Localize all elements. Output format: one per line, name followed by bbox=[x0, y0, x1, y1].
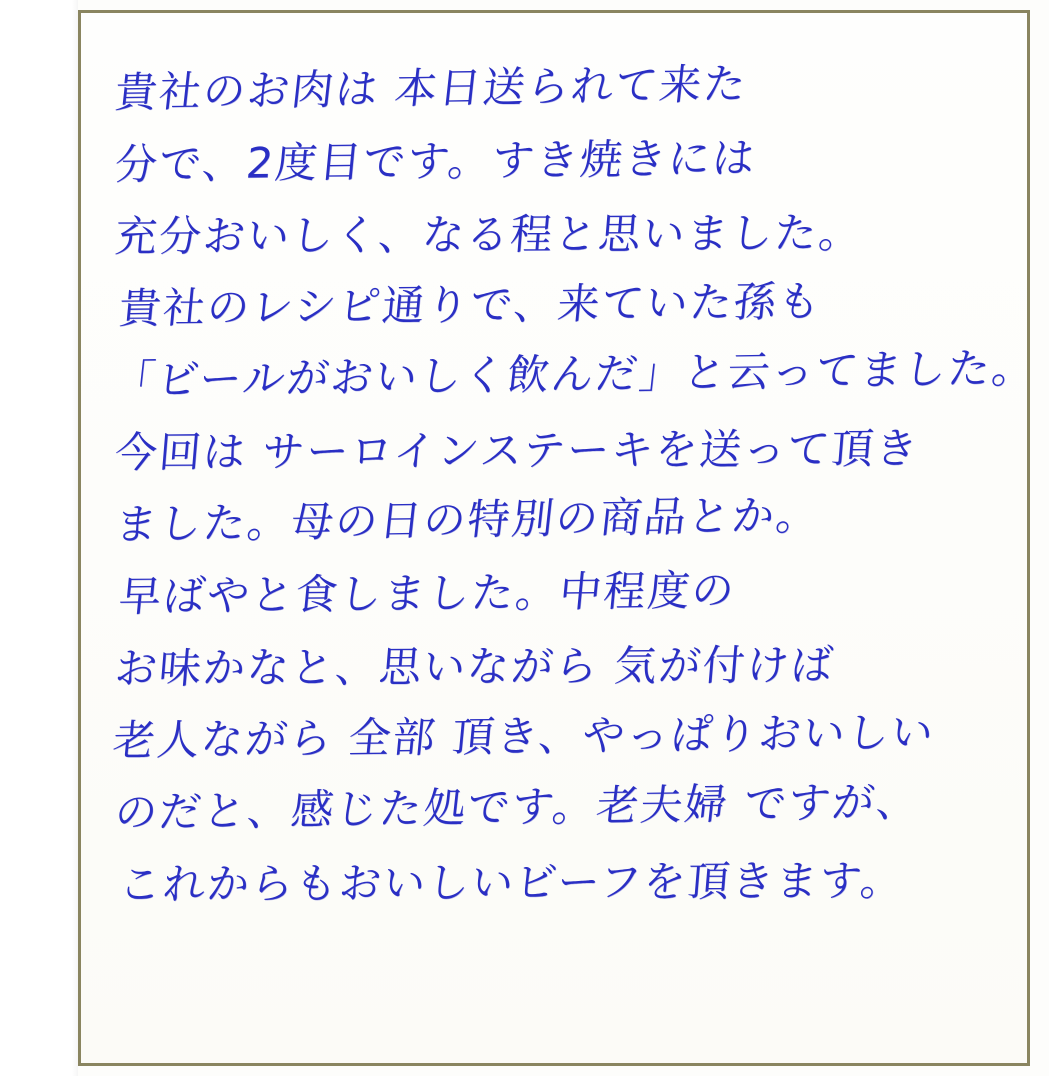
handwritten-line: 早ばやと食しました。中程度の bbox=[116, 565, 739, 621]
handwritten-line: 充分おいしく、なる程と思いました。 bbox=[113, 208, 865, 261]
handwritten-line: 老人ながら 全部 頂き、やっぱりおいしい bbox=[110, 707, 938, 765]
handwritten-text-block bbox=[110, 57, 1039, 1039]
scan-left-margin bbox=[0, 0, 78, 1076]
handwritten-line: これからもおいしいビーフを頂きます。 bbox=[117, 855, 907, 909]
handwritten-line: 貴社のレシピ通りで、来ていた孫も bbox=[116, 276, 825, 333]
handwritten-line: お味かなと、思いながら 気が付けば bbox=[113, 640, 837, 693]
handwritten-line: のだと、感じた処です。老夫婦 ですが、 bbox=[112, 776, 924, 837]
handwritten-line: 貴社のお肉は 本日送られて来た bbox=[112, 59, 751, 117]
handwritten-line: 「ビールがおいしく飲んだ」と云ってました。 bbox=[110, 343, 1039, 405]
handwritten-line: 分で、2度目です。すき焼きには bbox=[112, 133, 759, 189]
letter-card bbox=[78, 10, 1039, 1066]
handwritten-line: ました。母の日の特別の商品とか。 bbox=[112, 490, 823, 549]
handwritten-line: 今回は サーロインステーキを送って頂き bbox=[113, 423, 922, 477]
